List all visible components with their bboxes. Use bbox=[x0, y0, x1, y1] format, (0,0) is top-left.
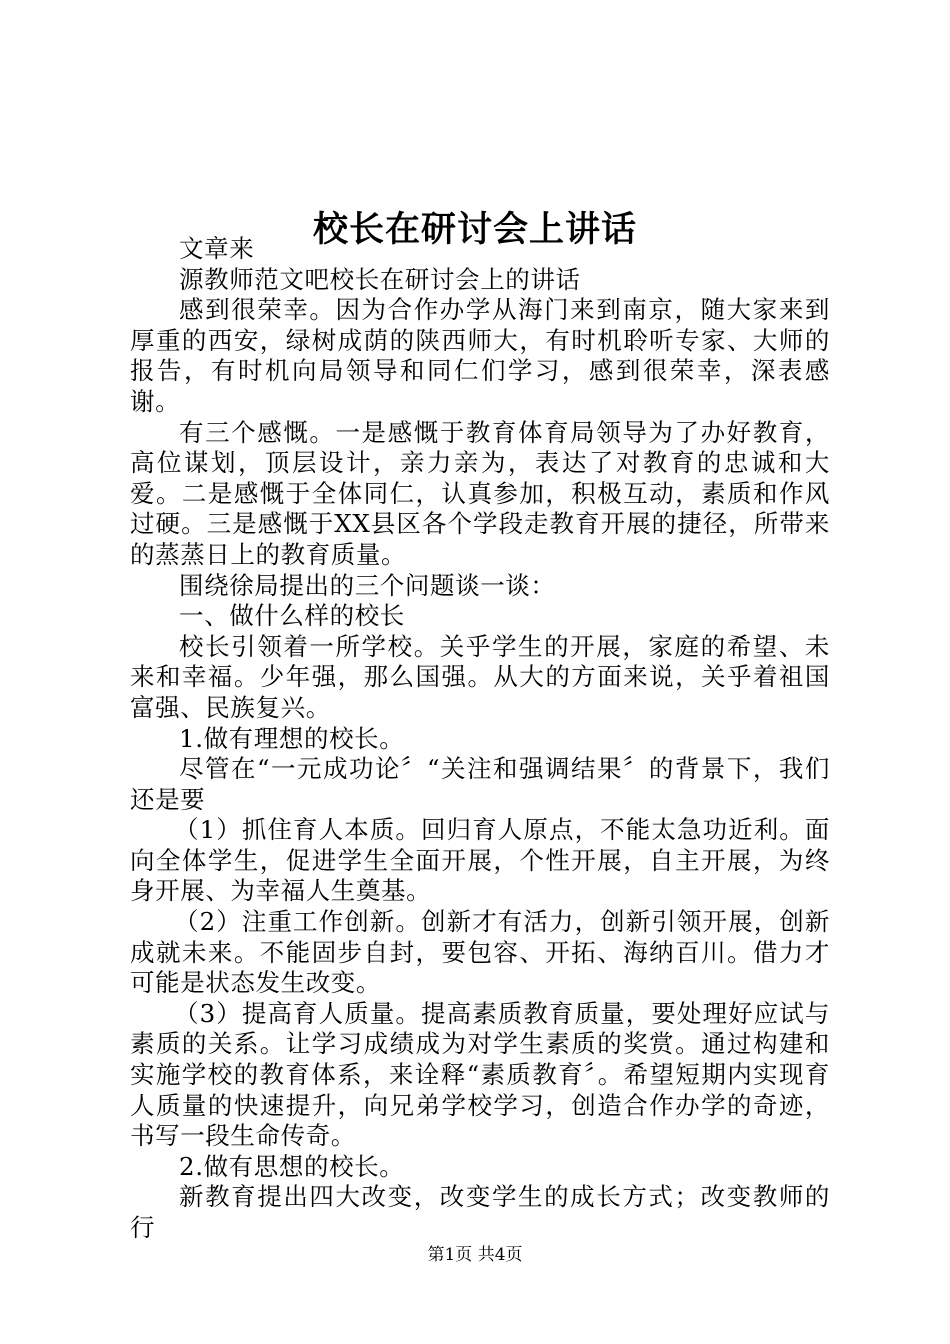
document-body bbox=[130, 234, 830, 1244]
page-title: 校长在研讨会上讲话 bbox=[312, 209, 637, 251]
paragraph: 感到很荣幸。因为合作办学从海门来到南京，随大家来到厚重的西安，绿树成荫的陕西师大，有时机聆听专家、大师的报告，有时机向局领导和同仁们学习，感到很荣幸，深表感谢。 bbox=[130, 295, 830, 416]
paragraph: 围绕徐局提出的三个问题谈一谈： bbox=[179, 570, 556, 600]
enumerated-paragraph: （3）提高育人质量。提高素质教育质量，要处理好应试与素质的关系。让学习成绩成为对学生素质的奖赏。通过构建和实施学校的教育体系，来诠释“素质教育〞。希望短期内实现育人质量的快速提升，向兄弟学校学习，创造合作办学的奇迹，书写一段生命传奇。 bbox=[130, 998, 830, 1151]
enumerated-paragraph: （1）抓住育人本质。回归育人原点，不能太急功近利。面向全体学生，促进学生全面开展，个性开展，自主开展，为终身开展、为幸福人生奠基。 bbox=[130, 815, 830, 906]
paragraph: 新教育提出四大改变，改变学生的成长方式；改变教师的行 bbox=[130, 1182, 830, 1242]
paragraph: 有三个感慨。一是感慨于教育体育局领导为了办好教育，高位谋划，顶层设计，亲力亲为，表达了对教育的忠诚和大爱。二是感慨于全体同仁，认真参加，积极互动，素质和作风过硬。三是感慨于XX县区各个学段走教育开展的捷径，所带来的蒸蒸日上的教育质量。 bbox=[130, 417, 830, 569]
subsection-heading: 1.做有理想的校长。 bbox=[179, 723, 405, 753]
subsection-heading: 2.做有思想的校长。 bbox=[179, 1151, 405, 1181]
paragraph: 校长引领着一所学校。关乎学生的开展，家庭的希望、未来和幸福。少年强，那么国强。从大的方面来说，关乎着祖国富强、民族复兴。 bbox=[130, 631, 830, 722]
paragraph: 尽管在“一元成功论〞“关注和强调结果〞的背景下，我们还是要 bbox=[130, 754, 830, 814]
paragraph: 文章来 bbox=[179, 234, 255, 263]
section-heading: 一、做什么样的校长 bbox=[179, 601, 405, 631]
paragraph: 源教师范文吧校长在研讨会上的讲话 bbox=[179, 264, 581, 294]
enumerated-paragraph: （2）注重工作创新。创新才有活力，创新引领开展，创新成就未来。不能固步自封，要包容、开拓、海纳百川。借力才可能是状态发生改变。 bbox=[130, 907, 830, 998]
page-number-footer: 第1页 共4页 bbox=[427, 1245, 523, 1265]
